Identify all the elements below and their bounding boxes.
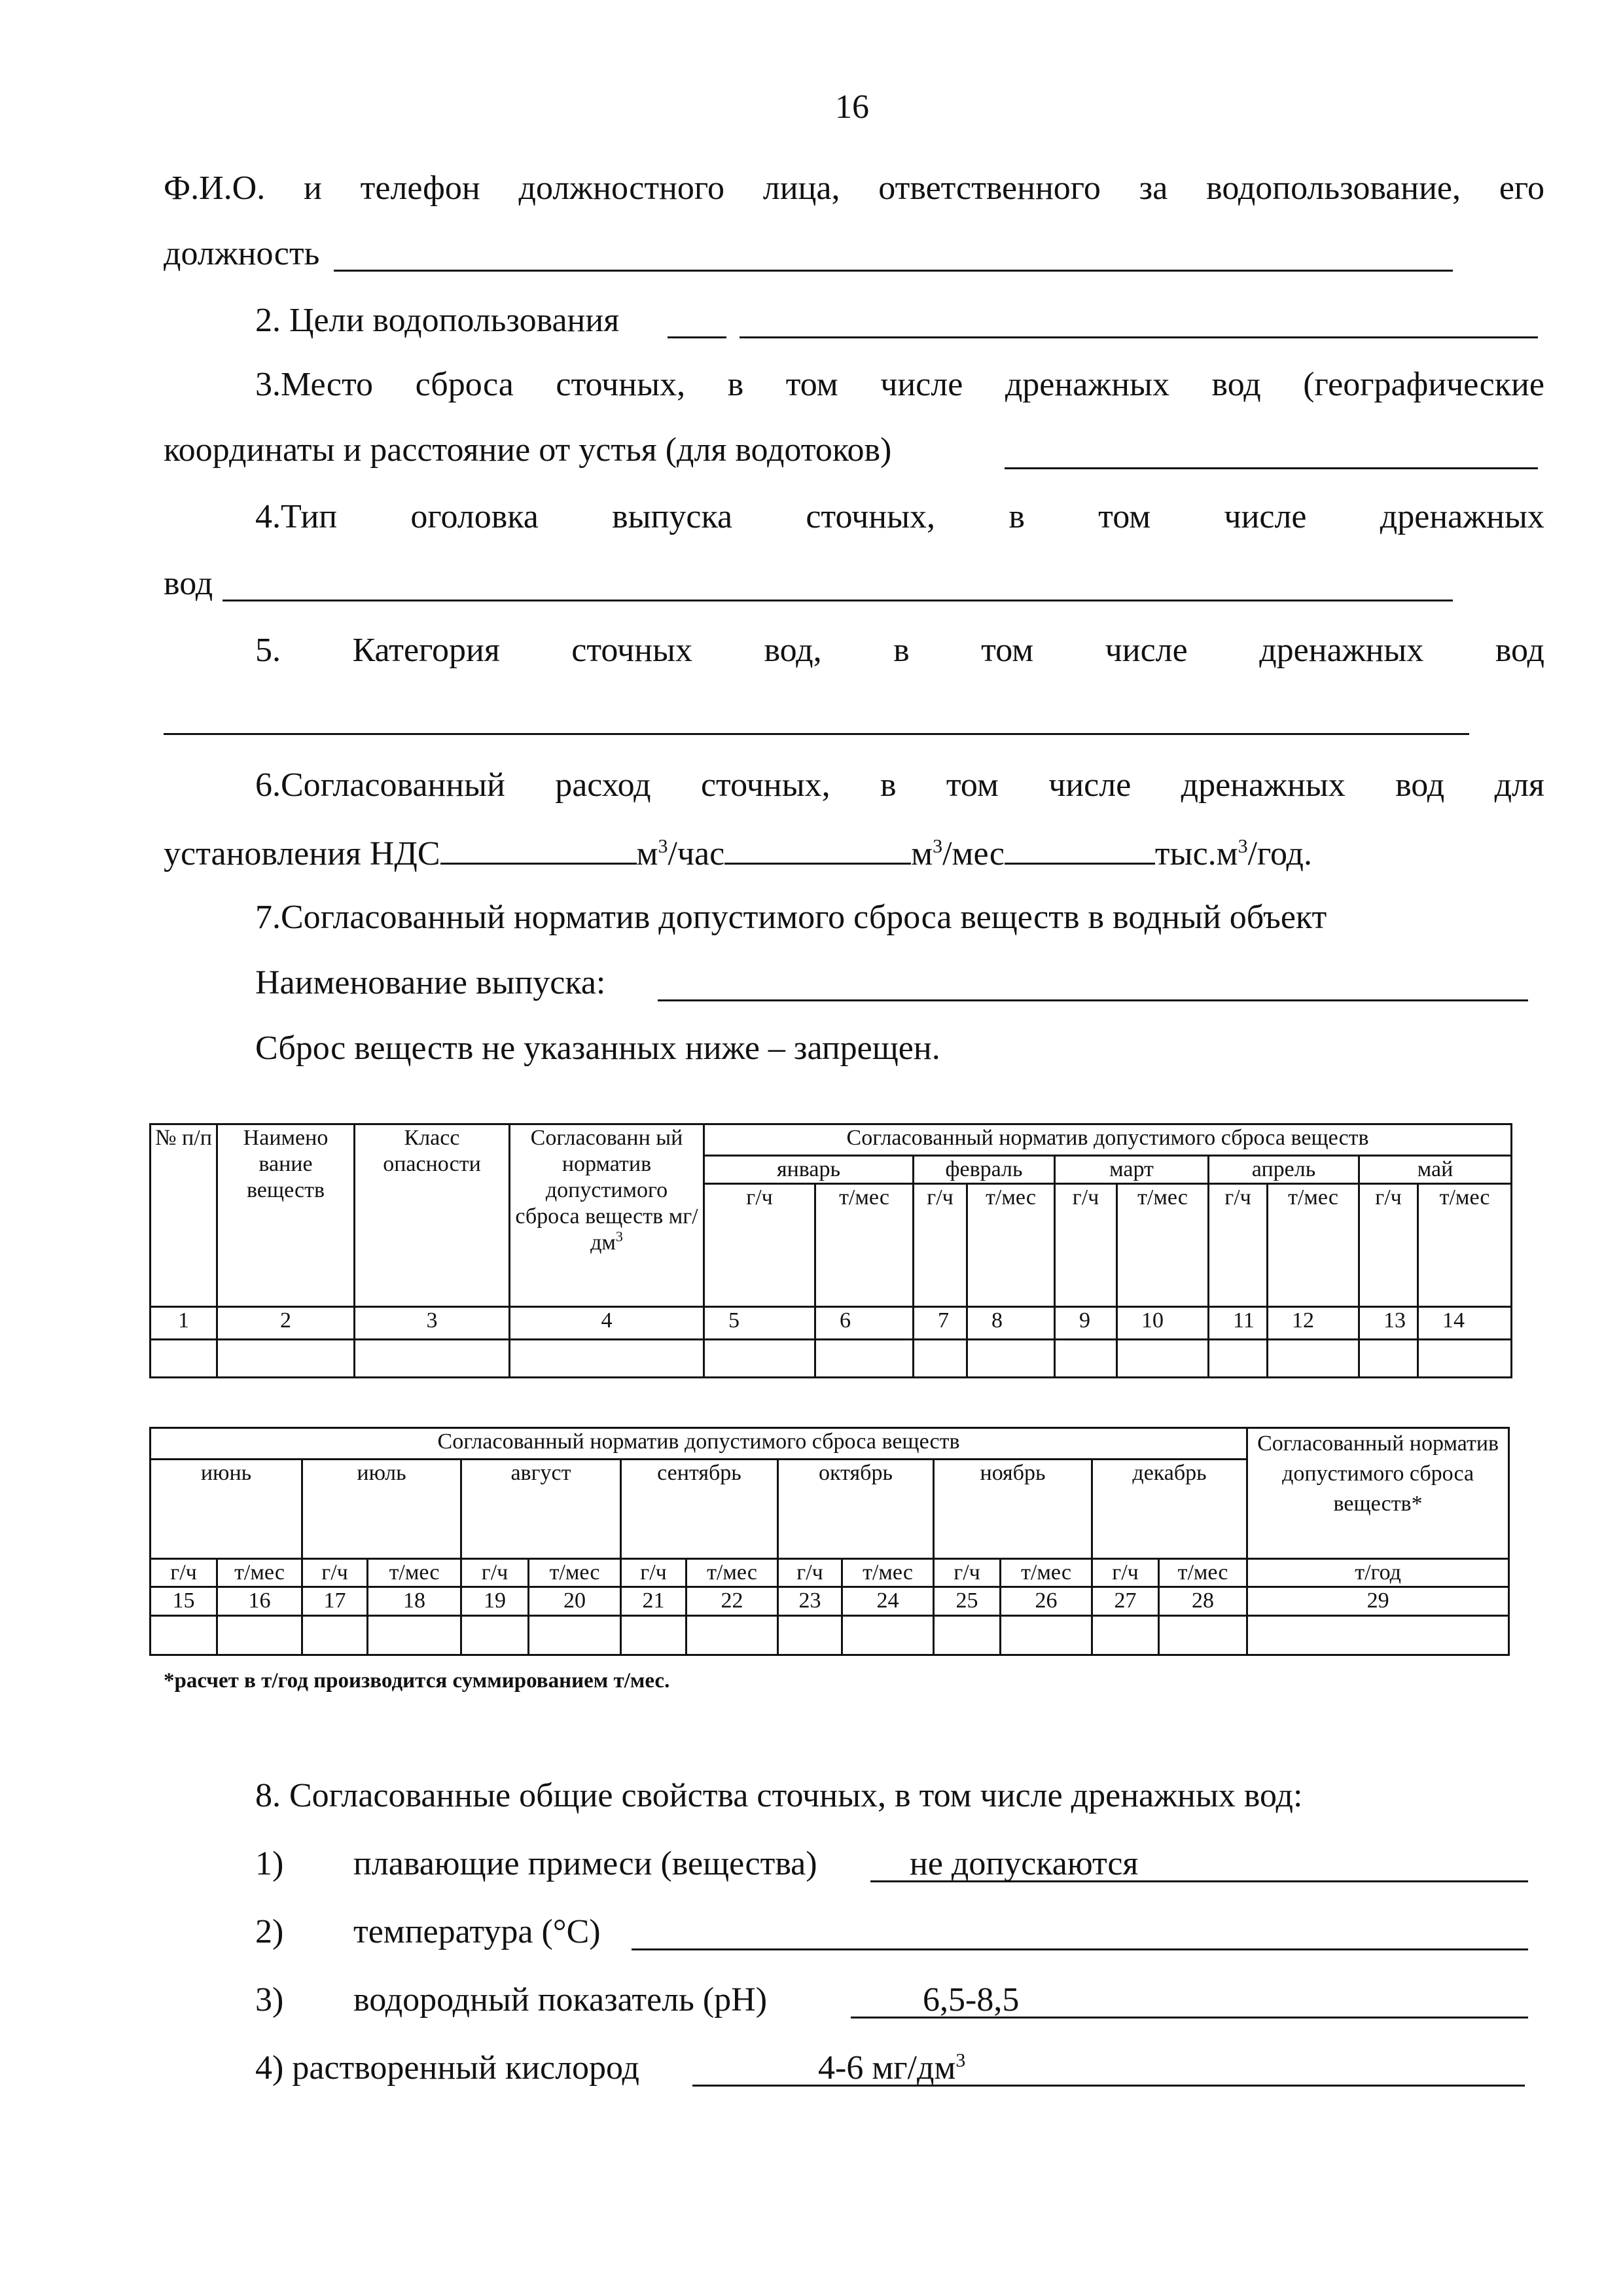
unit-header-t-per-month: т/мес [967,1184,1055,1307]
prop-label-ph: водородный показатель (pH) [353,1981,768,2018]
month-header: декабрь [1092,1460,1247,1559]
discharge-place-word: 3.Место [255,366,374,403]
unit-header-t-per-month: т/мес [1418,1184,1512,1307]
empty-cell[interactable] [934,1616,1001,1655]
unit-header-g-per-h: г/ч [302,1559,368,1587]
unit-header-t-per-month: т/мес [1159,1559,1247,1587]
outlet-head-type-line1 [255,496,1544,538]
wastewater-category-word: вод [1495,632,1544,669]
col-header-hazard-class: Класс опасности [355,1124,510,1307]
column-number: 24 [842,1587,934,1616]
outlet-head-type-word: оголовка [410,498,539,535]
general-properties-title: 8. Согласованные общие свойства сточных, в том числе дренажных вод: [255,1777,1303,1814]
unit-sup: 3 [933,835,943,857]
column-number: 6 [815,1307,914,1340]
column-number: 12 [1268,1307,1359,1340]
month-header: февраль [914,1156,1055,1184]
responsible-word: его [1499,170,1544,207]
page-number: 16 [835,88,869,126]
position-blank[interactable] [334,270,1453,272]
prop-value-oxygen-text: 4-6 мг/дм [818,2049,956,2087]
prop-number-4: 4) [255,2049,284,2087]
column-number: 10 [1117,1307,1209,1340]
discharge-place-word: том [785,366,838,403]
agreed-flow-word: для [1494,766,1544,804]
water-use-goals-blank-short[interactable] [668,336,726,338]
col-header-norm-sup: 3 [615,1228,623,1245]
outlet-head-type-word: числе [1224,498,1307,535]
unit-sup: 3 [658,835,668,857]
responsible-word: за [1139,170,1168,207]
responsible-person-line1 [164,168,1544,209]
column-number: 14 [1418,1307,1512,1340]
unit-m3-month: м [911,835,933,872]
wastewater-category-word: сточных [571,632,692,669]
unit-header-g-per-h: г/ч [778,1559,842,1587]
responsible-word: лица, [762,170,840,207]
empty-cell[interactable] [151,1616,217,1655]
month-header: ноябрь [934,1460,1092,1559]
discharge-place-word: сточных, [556,366,686,403]
unit-m3-hour: м [636,835,658,872]
prop-blank-temperature[interactable] [632,1948,1528,1950]
empty-cell[interactable] [778,1616,842,1655]
discharge-place-word: (географические [1303,366,1544,403]
column-number: 3 [355,1307,510,1340]
unit-header-t-per-month: т/мес [815,1184,914,1307]
col-header-annual-norm: Согласованный норматив допустимого сброса веществ* [1247,1428,1509,1559]
unit-header-g-per-h: г/ч [1209,1184,1268,1307]
norms-table-jun-dec [149,1427,1510,1656]
agreed-flow-word: 6.Согласованный [255,766,505,804]
column-number: 26 [1001,1587,1092,1616]
empty-cell[interactable] [1359,1340,1418,1378]
outlet-head-type-word: сточных, [806,498,936,535]
agreed-flow-prefix: установления НДС [164,835,440,872]
agreed-discharge-norm-title: 7.Согласованный норматив допустимого сброса веществ в водный объект [255,899,1327,936]
prop-label-floating-impurities: плавающие примеси (вещества) [353,1845,817,1882]
responsible-word: и [304,170,322,207]
responsible-person-label: должность [164,235,320,272]
column-number: 28 [1159,1587,1247,1616]
empty-cell[interactable] [967,1340,1055,1378]
unit-header-g-per-h: г/ч [934,1559,1001,1587]
prop-label-dissolved-oxygen-text: растворенный кислород [292,2049,639,2087]
empty-cell[interactable] [687,1616,778,1655]
unit-header-t-per-month: т/мес [842,1559,934,1587]
group-header-jun-dec: Согласованный норматив допустимого сброса веществ [151,1428,1247,1460]
prop-number-2: 2) [255,1913,284,1950]
outlet-name-label: Наименование выпуска: [255,964,606,1001]
unit-header-g-per-h: г/ч [461,1559,529,1587]
responsible-word: водопользование, [1206,170,1461,207]
column-number: 16 [217,1587,302,1616]
column-number: 1 [151,1307,217,1340]
unit-hour: /час [668,835,725,872]
column-number: 15 [151,1587,217,1616]
unit-month: /мес [942,835,1005,872]
water-use-goals-blank[interactable] [740,336,1538,338]
outlet-head-type-word: том [1098,498,1151,535]
discharge-place-word: числе [880,366,963,403]
column-number: 25 [934,1587,1001,1616]
wastewater-category-word: числе [1105,632,1188,669]
column-number: 27 [1092,1587,1159,1616]
responsible-word: телефон [360,170,480,207]
unit-header-t-per-month: т/мес [217,1559,302,1587]
wastewater-category-word: дренажных [1259,632,1424,669]
column-number: 8 [967,1307,1055,1340]
prop-number-3: 3) [255,1981,284,2018]
empty-cell[interactable] [914,1340,967,1378]
outlet-head-type-label: вод [164,565,213,602]
column-number: 19 [461,1587,529,1616]
outlet-head-type-word: выпуска [612,498,733,535]
prop-label-temperature: температура (°C) [353,1913,601,1950]
prop-value-floating-impurities: не допускаются [910,1845,1139,1882]
unit-header-t-per-month: т/мес [1268,1184,1359,1307]
column-number: 7 [914,1307,967,1340]
outlet-head-type-word: 4.Тип [255,498,338,535]
unit-tys-m3: тыс.м [1154,835,1238,872]
wastewater-category-blank[interactable] [164,733,1469,735]
unit-header-g-per-h: г/ч [1359,1184,1418,1307]
group-header-jan-may: Согласованный норматив допустимого сброса веществ [704,1124,1512,1156]
month-header: май [1359,1156,1512,1184]
wastewater-category-word: 5. [255,632,281,669]
discharge-place-word: сброса [415,366,514,403]
outlet-head-type-word: в [1008,498,1025,535]
discharge-place-word: в [727,366,744,403]
outlet-name-blank[interactable] [658,999,1528,1001]
prop-label-dissolved-oxygen [255,2047,639,2089]
unit-header-t-per-month: т/мес [687,1559,778,1587]
unit-year: /год. [1247,835,1313,872]
outlet-head-type-blank[interactable] [223,600,1453,601]
empty-cell[interactable] [1418,1340,1512,1378]
column-number: 23 [778,1587,842,1616]
annual-calc-footnote: *расчет в т/год производится суммированием т/мес. [164,1669,670,1693]
responsible-word: Ф.И.О. [164,170,266,207]
empty-cell[interactable] [621,1616,687,1655]
unit-header-g-per-h: г/ч [621,1559,687,1587]
column-number: 5 [704,1307,815,1340]
empty-cell[interactable] [1001,1616,1092,1655]
empty-cell[interactable] [368,1616,461,1655]
column-number: 2 [217,1307,355,1340]
flow-month-blank[interactable] [724,830,911,865]
discharge-place-word: дренажных [1005,366,1169,403]
empty-cell[interactable] [302,1616,368,1655]
prop-value-oxygen-sup: 3 [955,2049,966,2072]
empty-cell[interactable] [529,1616,621,1655]
wastewater-category-line1 [255,630,1544,672]
agreed-flow-word: расход [555,766,651,804]
prop-blank-dissolved-oxygen[interactable] [692,2085,1525,2087]
norms-table-jan-may [149,1123,1512,1378]
unit-header-t-per-month: т/мес [529,1559,621,1587]
empty-cell[interactable] [461,1616,529,1655]
month-header: апрель [1209,1156,1359,1184]
column-number: 17 [302,1587,368,1616]
empty-cell[interactable] [151,1340,217,1378]
month-header: октябрь [778,1460,934,1559]
flow-hour-blank[interactable] [440,830,637,865]
unit-header-g-per-h: г/ч [1055,1184,1117,1307]
empty-cell[interactable] [1117,1340,1209,1378]
agreed-flow-word: дренажных [1181,766,1346,804]
unit-header-t-per-month: т/мес [1001,1559,1092,1587]
discharge-place-line2: координаты и расстояние от устья (для водотоков) [164,431,892,469]
unit-header-g-per-h: г/ч [1092,1559,1159,1587]
prop-value-dissolved-oxygen [818,2047,965,2089]
empty-cell[interactable] [815,1340,914,1378]
wastewater-category-word: Категория [352,632,500,669]
column-number: 13 [1359,1307,1418,1340]
empty-cell[interactable] [1092,1616,1159,1655]
responsible-word: ответственного [878,170,1101,207]
unit-header-t-per-month: т/мес [1117,1184,1209,1307]
wastewater-category-word: в [893,632,910,669]
col-header-norm-text: Согласованн ый норматив допустимого сброса веществ мг/дм [515,1126,698,1255]
column-number: 11 [1209,1307,1268,1340]
unit-header-t-per-month: т/мес [368,1559,461,1587]
column-number: 29 [1247,1587,1509,1616]
discharge-place-word: вод [1211,366,1261,403]
responsible-word: должностного [518,170,724,207]
unit-header-g-per-h: г/ч [704,1184,815,1307]
agreed-flow-word: вод [1395,766,1445,804]
column-number: 18 [368,1587,461,1616]
empty-cell[interactable] [510,1340,704,1378]
agreed-flow-line2 [164,830,1312,875]
agreed-flow-word: в [880,766,897,804]
agreed-flow-line1 [255,764,1544,806]
col-header-norm-mg-dm3 [510,1124,704,1307]
col-header-number: № п/п [151,1124,217,1307]
discharge-place-blank[interactable] [1005,467,1538,469]
month-header: сентябрь [621,1460,778,1559]
flow-year-blank[interactable] [1005,830,1155,865]
agreed-flow-word: числе [1048,766,1132,804]
col-header-substance: Наимено вание веществ [217,1124,355,1307]
prop-number-1: 1) [255,1845,284,1882]
empty-cell[interactable] [355,1340,510,1378]
agreed-flow-word: сточных, [700,766,830,804]
empty-cell[interactable] [217,1616,302,1655]
month-header: март [1055,1156,1209,1184]
empty-cell[interactable] [1268,1340,1359,1378]
month-header: январь [704,1156,914,1184]
empty-cell[interactable] [1159,1616,1247,1655]
outlet-head-type-word: дренажных [1380,498,1544,535]
column-number: 20 [529,1587,621,1616]
agreed-flow-word: том [946,766,999,804]
empty-cell[interactable] [842,1616,934,1655]
unit-header-g-per-h: г/ч [914,1184,967,1307]
column-number: 21 [621,1587,687,1616]
empty-cell[interactable] [1055,1340,1117,1378]
wastewater-category-word: том [981,632,1034,669]
prop-value-ph: 6,5-8,5 [923,1981,1020,2018]
unit-sup: 3 [1238,835,1248,857]
empty-cell[interactable] [704,1340,815,1378]
column-number: 4 [510,1307,704,1340]
discharge-place-line1 [255,364,1544,406]
unit-header-t-per-year: т/год [1247,1559,1509,1587]
empty-cell[interactable] [1247,1616,1509,1655]
water-use-goals-label: 2. Цели водопользования [255,302,620,339]
empty-cell[interactable] [1209,1340,1268,1378]
prohibition-note: Сброс веществ не указанных ниже – запрещен. [255,1030,940,1067]
wastewater-category-word: вод, [764,632,822,669]
unit-header-g-per-h: г/ч [151,1559,217,1587]
month-header: июнь [151,1460,302,1559]
column-number: 22 [687,1587,778,1616]
month-header: август [461,1460,621,1559]
month-header: июль [302,1460,461,1559]
column-number: 9 [1055,1307,1117,1340]
empty-cell[interactable] [217,1340,355,1378]
